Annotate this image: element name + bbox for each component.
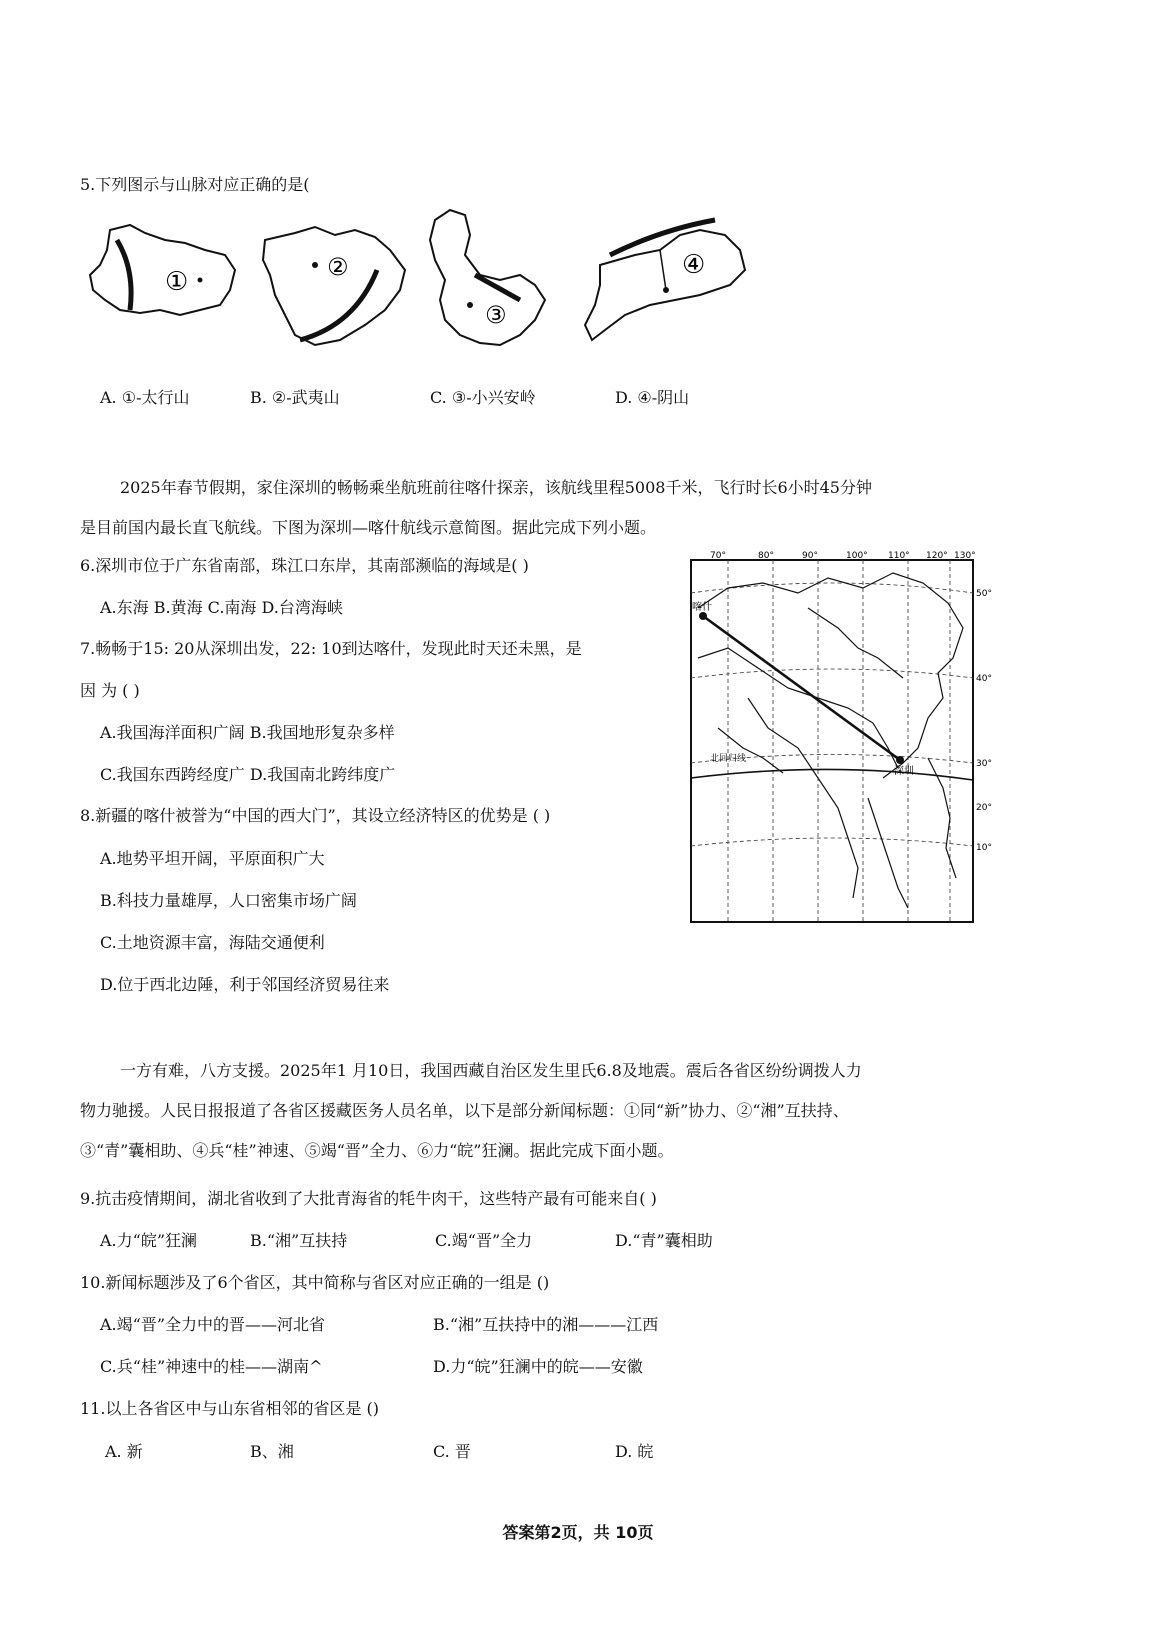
- q10-stem: 10.新闻标题涉及了6个省区，其中简称与省区对应正确的一组是 (): [80, 1273, 550, 1292]
- lon-label-90: 90°: [802, 551, 818, 561]
- q5-stem: 5.下列图示与山脉对应正确的是(: [80, 175, 310, 194]
- q6-options: A.东海 B.黄海 C.南海 D.台湾海峡: [100, 598, 343, 617]
- passage1-line1: 2025年春节假期，家住深圳的畅畅乘坐航班前往喀什探亲，该航线里程5008千米，飞行时长6小时45分钟: [120, 478, 872, 497]
- page-footer: 答案第2页，共 10页: [502, 1523, 654, 1542]
- q5-option-c: C. ③-小兴安岭: [430, 388, 536, 407]
- q11-option-d: D. 皖: [615, 1442, 654, 1461]
- q10-option-d: D.力“皖”狂澜中的皖——安徽: [433, 1357, 643, 1376]
- lat-label-10: 10°: [976, 843, 992, 853]
- route-end-label: 深圳: [894, 766, 914, 777]
- route-start-label: 喀什: [692, 602, 712, 613]
- lat-label-30: 30°: [976, 759, 992, 769]
- q5-option-d: D. ④-阴山: [615, 388, 690, 407]
- province-map-4: [580, 205, 755, 345]
- q11-stem: 11.以上各省区中与山东省相邻的省区是 (): [80, 1399, 380, 1418]
- q8-option-b: B.科技力量雄厚，人口密集市场广阔: [100, 891, 357, 910]
- q7-stem-line2: 因 为 ( ): [80, 681, 140, 700]
- q11-option-a: A. 新: [105, 1442, 143, 1461]
- q10-option-b: B.“湘”互扶持中的湘———江西: [433, 1315, 659, 1334]
- q10-option-a: A.竭“晋”全力中的晋——河北省: [100, 1315, 326, 1334]
- q9-option-d: D.“青”囊相助: [615, 1231, 713, 1250]
- province-map-2: [255, 215, 415, 355]
- q11-option-b: B、湘: [250, 1442, 294, 1461]
- q10-option-c: C.兵“桂”神速中的桂——湖南^: [100, 1357, 323, 1376]
- map-label-4: ④: [682, 250, 706, 280]
- lat-label-20: 20°: [976, 803, 992, 813]
- q5-option-b: B. ②-武夷山: [250, 388, 340, 407]
- q5-province-maps: [85, 205, 785, 355]
- map-label-1: ①: [165, 267, 189, 297]
- lon-label-70: 70°: [710, 551, 726, 561]
- shenzhen-kashgar-route-map: [688, 548, 996, 928]
- q7-options-line1: A.我国海洋面积广阔 B.我国地形复杂多样: [100, 723, 395, 742]
- q5-option-a: A. ①-太行山: [100, 388, 190, 407]
- lon-label-130: 130°: [954, 551, 976, 561]
- q8-stem: 8.新疆的喀什被誉为“中国的西大门”，其设立经济特区的优势是 ( ): [80, 806, 551, 825]
- passage2-line2: 物力驰援。人民日报报道了各省区援藏医务人员名单，以下是部分新闻标题：①同“新”协力、②“湘”互扶持、: [80, 1101, 849, 1120]
- passage1-line2: 是目前国内最长直飞航线。下图为深圳—喀什航线示意简图。据此完成下列小题。: [80, 518, 657, 537]
- q9-option-a: A.力“皖”狂澜: [100, 1231, 198, 1250]
- lon-label-110: 110°: [888, 551, 910, 561]
- q8-option-a: A.地势平坦开阔，平原面积广大: [100, 849, 325, 868]
- q7-options-line2: C.我国东西跨经度广 D.我国南北跨纬度广: [100, 765, 396, 784]
- q9-option-b: B.“湘”互扶持: [250, 1231, 348, 1250]
- lon-label-100: 100°: [846, 551, 868, 561]
- passage2-line3: ③“青”囊相助、④兵“桂”神速、⑤竭“晋”全力、⑥力“皖”狂澜。据此完成下面小题。: [80, 1141, 674, 1160]
- q7-stem-line1: 7.畅畅于15: 20从深圳出发，22: 10到达喀什，发现此时天还未黑，是: [80, 639, 582, 658]
- tropic-label: 北回归线: [710, 754, 747, 764]
- map-label-3: ③: [485, 301, 507, 329]
- q8-option-c: C.土地资源丰富，海陆交通便利: [100, 933, 325, 952]
- q9-stem: 9.抗击疫情期间，湖北省收到了大批青海省的牦牛肉干，这些特产最有可能来自( ): [80, 1189, 657, 1208]
- q8-option-d: D.位于西北边陲，利于邻国经济贸易往来: [100, 975, 390, 994]
- lat-label-50: 50°: [976, 589, 992, 599]
- map-label-2: ②: [327, 253, 349, 281]
- lon-label-80: 80°: [758, 551, 774, 561]
- q9-option-c: C.竭“晋”全力: [435, 1231, 533, 1250]
- province-map-3: [425, 205, 555, 350]
- province-map-1: [85, 215, 245, 335]
- passage2-line1: 一方有难，八方支援。2025年1 月10日，我国西藏自治区发生里氏6.8及地震。震后各省区纷纷调拨人力: [120, 1061, 862, 1080]
- lon-label-120: 120°: [926, 551, 948, 561]
- q11-option-c: C. 晋: [433, 1442, 471, 1461]
- lat-label-40: 40°: [976, 674, 992, 684]
- q6-stem: 6.深圳市位于广东省南部，珠江口东岸，其南部濒临的海域是( ): [80, 556, 529, 575]
